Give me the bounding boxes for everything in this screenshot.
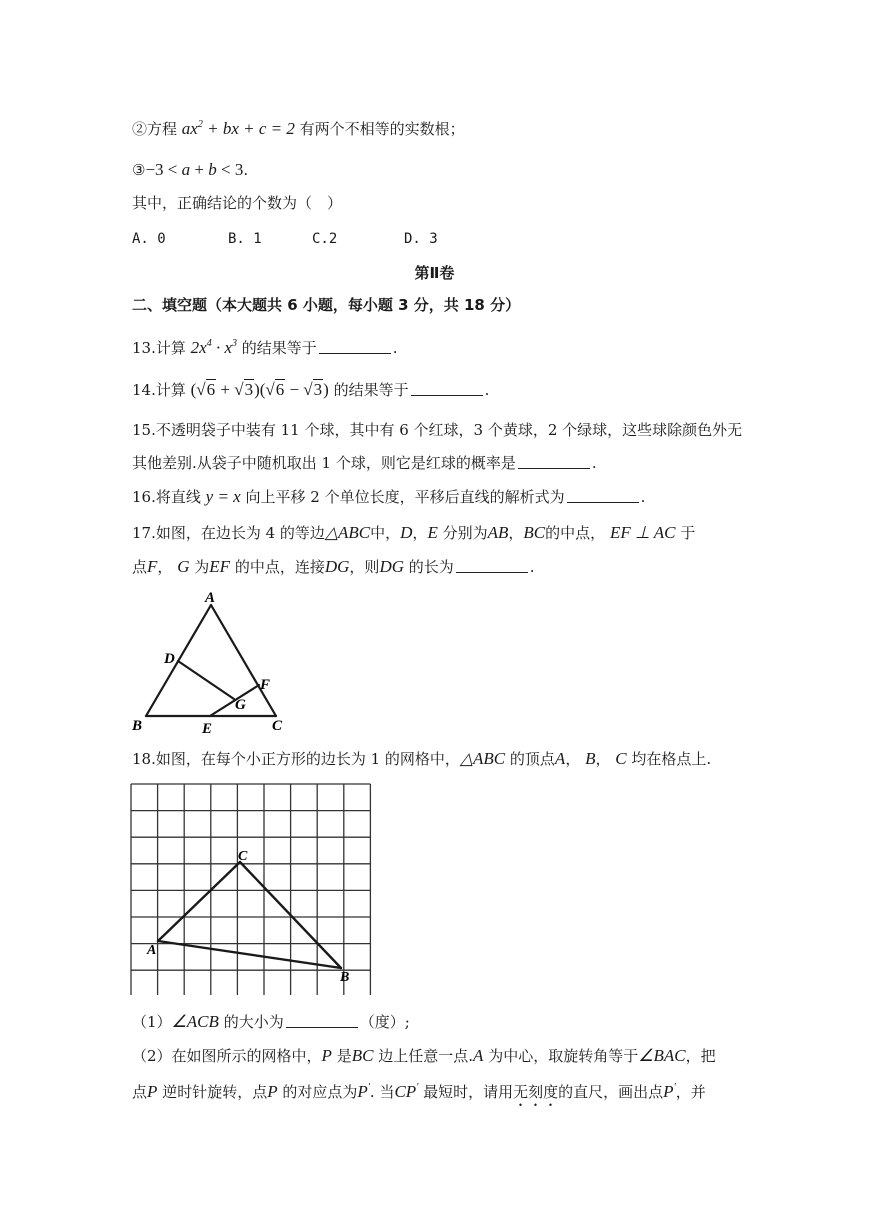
inequality: −3 < a + b < 3 <box>145 160 244 179</box>
equation-quadratic: $ax^2$ + bx + c = 2 <box>181 119 295 138</box>
option-b: B. 1 <box>228 231 262 247</box>
q18-part2-line2: 点P 逆时针旋转，点P 的对应点为P'. 当CP' 最短时，请用无刻度的直尺，画出点P'，并 <box>132 1082 706 1101</box>
label-e: E <box>202 721 213 737</box>
section-title: 二、填空题（本大题共 6 小题，每小题 3 分，共 18 分） <box>132 296 521 314</box>
label-c: C <box>272 718 283 734</box>
option-d: D. 3 <box>404 231 438 247</box>
emphasis-no-scale: 无刻度 <box>513 1083 559 1101</box>
grid-lines <box>131 784 370 995</box>
q12-stem: 其中，正确结论的个数为（ ） <box>132 194 343 212</box>
expr-q13: $2x^4 \cdot x^3$ <box>190 338 237 357</box>
q18-part2-line1: （2）在如图所示的网格中，P 是BC 边上任意一点.A 为中心，取旋转角等于∠BAC，把 <box>132 1046 716 1065</box>
answer-blank <box>518 453 590 469</box>
answer-blank <box>456 557 528 573</box>
q18-part1: （1）∠ACB 的大小为 （度）; <box>132 1012 410 1031</box>
answer-blank <box>319 338 391 354</box>
answer-blank <box>567 487 639 503</box>
segment-ac <box>158 862 240 941</box>
segment-ab <box>158 941 341 968</box>
q14: 14.计算 (√6 + √3)(√6 − √3) 的结果等于 . <box>132 380 490 399</box>
label-a: A <box>147 943 157 958</box>
q12-item3: ③−3 < a + b < 3. <box>132 160 249 179</box>
segment-dg <box>178 661 234 699</box>
expr-line: y = x <box>205 487 241 506</box>
answer-blank <box>286 1012 358 1028</box>
option-c: C.2 <box>312 231 338 247</box>
q15-line2: 其他差别.从袋子中随机取出 1 个球，则它是红球的概率是 . <box>132 454 597 472</box>
label-b: B <box>340 970 350 985</box>
q18-line1: 18.如图，在每个小正方形的边长为 1 的网格中，△ABC 的顶点A， B， C 均在格点上. <box>132 749 712 768</box>
q13: 13.计算 $2x^4 \cdot x^3$ 的结果等于 . <box>132 338 398 357</box>
q16: 16.将直线 y = x 向上平移 2 个单位长度，平移后直线的解析式为 . <box>132 487 646 506</box>
q12-item2: ②方程 $ax^2$ + bx + c = 2 有两个不相等的实数根； <box>132 119 465 138</box>
triangle-figure <box>128 585 298 740</box>
part-title: 第Ⅱ卷 <box>414 264 455 282</box>
expr-q14: (√6 + √3)(√6 − √3) <box>190 380 329 399</box>
label-a: A <box>205 590 216 606</box>
q17-line1: 17.如图，在边长为 4 的等边△ABC中，D，E 分别为AB，BC的中点， EF ⊥ AC 于 <box>132 523 696 542</box>
q12-options <box>132 227 438 250</box>
option-a: A. 0 <box>132 231 166 247</box>
label-f: F <box>260 677 271 693</box>
q17-line2: 点F， G 为EF 的中点，连接DG，则DG 的长为 . <box>132 557 535 576</box>
answer-blank <box>411 380 483 396</box>
label-b: B <box>132 718 143 734</box>
q15-line1: 15.不透明袋子中装有 11 个球，其中有 6 个红球，3 个黄球，2 个绿球，这些球除颜色外无 <box>132 421 743 439</box>
label-c: C <box>238 849 248 864</box>
grid-figure <box>126 780 376 995</box>
label-d: D <box>164 651 175 667</box>
label-g: G <box>235 697 246 713</box>
